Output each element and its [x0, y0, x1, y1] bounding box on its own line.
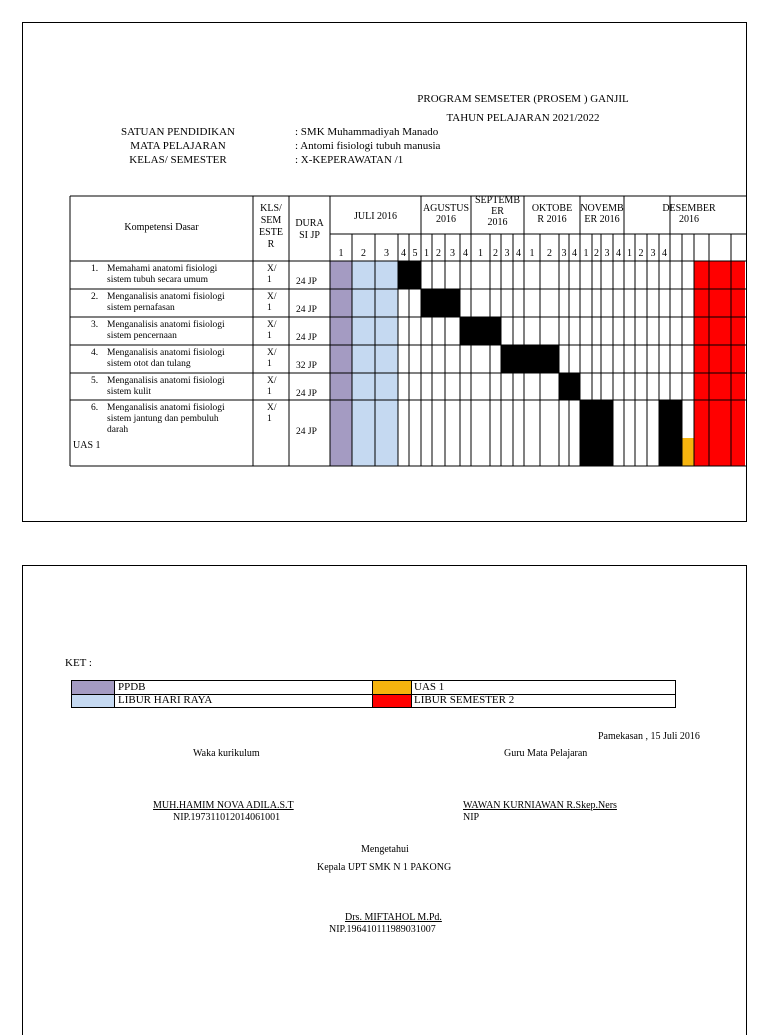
program-title: PROGRAM SEMSETER (PROSEM ) GANJIL: [417, 93, 629, 105]
scheduled-weeks-cell: [421, 289, 460, 317]
scheduled-weeks-cell: [501, 345, 559, 373]
competency-text: Memahami anatomi fisiologi: [107, 264, 218, 274]
kls-semester-value: X/: [267, 264, 277, 274]
week-number: 2: [361, 248, 366, 259]
header-durasi-jp: SI JP: [299, 230, 320, 241]
week-number: 3: [604, 248, 610, 259]
legend-swatch-libur-semester: [372, 694, 412, 707]
month-label: ER 2016: [584, 214, 620, 225]
duration-jp-value: 24 JP: [296, 333, 317, 343]
competency-text: sistem tubuh secara umum: [107, 275, 209, 285]
left-signer-nip: NIP.197311012014061001: [173, 812, 281, 823]
competency-text: Menganalisis anatomi fisiologi: [107, 292, 225, 302]
ppdb-cell: [330, 373, 352, 400]
kls-semester-value: X/: [267, 348, 277, 358]
legend-ket: KET :: [65, 657, 92, 669]
week-number: 2: [493, 248, 498, 259]
legend-label-libur-semester: LIBUR SEMESTER 2: [414, 694, 515, 706]
kls-semester-value: X/: [267, 403, 277, 413]
legend-label-ppdb: PPDB: [118, 681, 146, 693]
competency-text: sistem otot dan tulang: [107, 359, 191, 369]
duration-jp-value: 24 JP: [296, 389, 317, 399]
info-value-class: : X-KEPERAWATAN /1: [295, 154, 404, 166]
legend-table: [71, 680, 676, 708]
week-number: 1: [478, 248, 483, 259]
month-label: DESEMBER: [662, 203, 716, 214]
week-number: 3: [504, 248, 510, 259]
schedule-table: [23, 23, 746, 521]
right-signer-name: WAWAN KURNIAWAN R.Skep.Ners: [463, 800, 617, 811]
info-value-school: : SMK Muhammadiyah Manado: [295, 126, 439, 138]
header-kls-semester: KLS/: [260, 203, 282, 214]
week-number: 1: [627, 248, 632, 259]
ppdb-cell: [330, 345, 352, 373]
kls-semester-value: 1: [267, 387, 272, 397]
competency-number: 4.: [91, 348, 99, 358]
week-number: 4: [616, 248, 621, 259]
month-label: NOVEMB: [580, 203, 624, 214]
month-label: 2016: [436, 214, 456, 225]
left-signer-role: Waka kurikulum: [193, 748, 260, 759]
legend-swatch-libur-raya: [72, 694, 115, 707]
duration-jp-value: 24 JP: [296, 427, 317, 437]
kls-semester-value: 1: [267, 275, 272, 285]
acknowledged-label: Mengetahui: [361, 844, 409, 855]
ppdb-cell: [330, 289, 352, 317]
month-label: OKTOBE: [531, 203, 573, 214]
info-label-subject: MATA PELAJARAN: [130, 140, 226, 152]
competency-text: sistem kulit: [107, 387, 152, 397]
competency-text: Menganalisis anatomi fisiologi: [107, 348, 225, 358]
scheduled-weeks-cell: [580, 400, 613, 466]
month-label: ER: [491, 206, 504, 217]
week-number: 3: [384, 248, 389, 259]
header-kls-semester: ESTE: [259, 227, 283, 238]
competency-text: sistem jantung dan pembuluh: [107, 414, 219, 424]
info-value-subject: : Antomi fisiologi tubuh manusia: [295, 140, 441, 152]
week-number: 3: [650, 248, 656, 259]
header-durasi-jp: DURA: [295, 218, 324, 229]
week-number: 2: [638, 248, 644, 259]
libur-semester-cell: [694, 261, 745, 466]
duration-jp-value: 32 JP: [296, 361, 317, 371]
duration-jp-value: 24 JP: [296, 277, 317, 287]
competency-number: 2.: [91, 292, 99, 302]
uas-cell: [682, 438, 694, 466]
competency-number: 6.: [91, 403, 99, 413]
info-label-school: SATUAN PENDIDIKAN: [121, 126, 235, 138]
legend-label-libur-raya: LIBUR HARI RAYA: [118, 694, 213, 706]
week-number: 4: [516, 248, 521, 259]
header-kompetensi-dasar: Kompetensi Dasar: [124, 222, 199, 233]
week-number: 4: [662, 248, 667, 259]
month-label: SEPTEMB: [474, 195, 521, 206]
scheduled-weeks-cell: [460, 317, 501, 345]
head-nip: NIP.196410111989031007: [329, 924, 436, 935]
ppdb-cell: [330, 400, 352, 466]
month-label: R 2016: [537, 214, 567, 225]
week-number: 1: [424, 248, 429, 259]
week-number: 2: [594, 248, 599, 259]
duration-jp-value: 24 JP: [296, 305, 317, 315]
kls-semester-value: 1: [267, 303, 272, 313]
head-role: Kepala UPT SMK N 1 PAKONG: [317, 862, 452, 873]
ppdb-cell: [330, 317, 352, 345]
competency-number: 3.: [91, 320, 99, 330]
competency-text: sistem pencernaan: [107, 331, 177, 341]
month-label: AGUSTUS: [422, 203, 470, 214]
kls-semester-value: 1: [267, 414, 272, 424]
month-label: 2016: [487, 217, 508, 228]
week-number: 4: [463, 248, 468, 259]
kls-semester-value: X/: [267, 292, 277, 302]
week-number: 3: [561, 248, 567, 259]
right-signer-nip: NIP: [463, 812, 480, 823]
academic-year: TAHUN PELAJARAN 2021/2022: [446, 112, 600, 124]
month-label: 2016: [679, 214, 699, 225]
week-number: 4: [401, 248, 406, 259]
week-number: 1: [338, 248, 344, 259]
page-1: [22, 22, 747, 522]
competency-text: Menganalisis anatomi fisiologi: [107, 403, 225, 413]
info-label-class: KELAS/ SEMESTER: [129, 154, 227, 166]
header-kls-semester: R: [267, 239, 275, 250]
competency-text: sistem pernafasan: [107, 303, 175, 313]
legend-label-uas: UAS 1: [414, 681, 445, 693]
ppdb-cell: [330, 261, 352, 289]
week-number: 5: [412, 248, 418, 259]
kls-semester-value: 1: [267, 359, 272, 369]
kls-semester-value: X/: [267, 376, 277, 386]
week-number: 4: [572, 248, 577, 259]
legend-divider: [72, 694, 675, 695]
competency-number: 1.: [91, 264, 99, 274]
kls-semester-value: X/: [267, 320, 277, 330]
competency-number: 5.: [91, 376, 99, 386]
week-number: 1: [529, 248, 535, 259]
legend-swatch-ppdb: [72, 681, 115, 695]
week-number: 2: [436, 248, 441, 259]
place-date: Pamekasan , 15 Juli 2016: [598, 731, 700, 742]
competency-text: Menganalisis anatomi fisiologi: [107, 320, 225, 330]
month-label: JULI 2016: [353, 211, 398, 222]
left-signer-name: MUH.HAMIM NOVA ADILA.S.T: [153, 800, 294, 811]
page-2: [22, 565, 747, 1035]
week-number: 2: [547, 248, 552, 259]
legend-swatch-uas: [372, 681, 412, 695]
week-number: 1: [583, 248, 589, 259]
competency-text: darah: [107, 425, 129, 435]
kls-semester-value: 1: [267, 331, 272, 341]
week-number: 3: [450, 248, 455, 259]
right-signer-role: Guru Mata Pelajaran: [504, 748, 588, 759]
head-name: Drs. MIFTAHOL M.Pd.: [345, 912, 442, 923]
uas-label: UAS 1: [73, 440, 101, 451]
header-kls-semester: SEM: [260, 215, 282, 226]
competency-text: Menganalisis anatomi fisiologi: [107, 376, 225, 386]
